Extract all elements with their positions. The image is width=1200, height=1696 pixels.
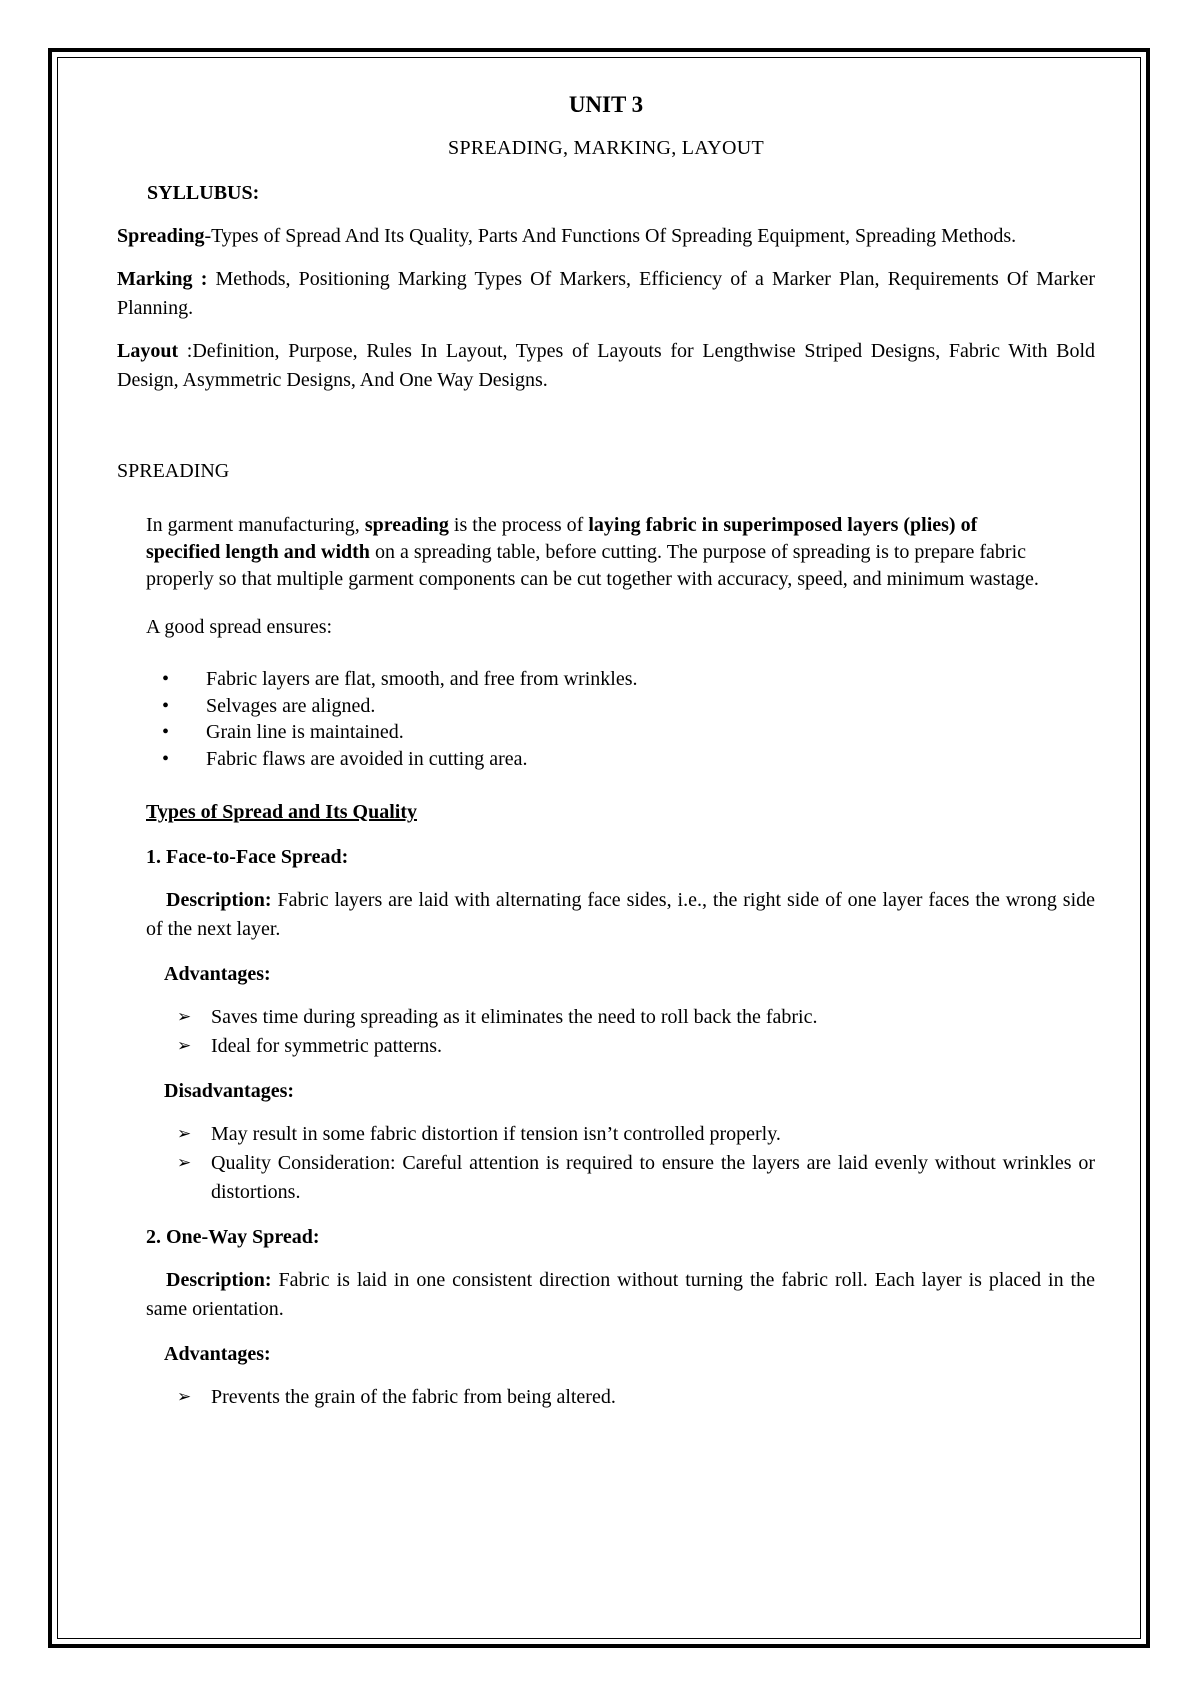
one-way-advantages-label: Advantages: [164, 1343, 271, 1365]
good-spread-list [117, 666, 1095, 772]
intro-bold: laying fabric in superimposed layers (plies) of specified length and width [146, 514, 978, 563]
list-item [162, 666, 1095, 693]
unit-subtitle: SPREADING, MARKING, LAYOUT [448, 137, 764, 159]
bullet-icon: • [162, 721, 170, 743]
description-text: Fabric is laid in one consistent direction without turning the fabric roll. Each layer is placed in the same orientation. [146, 1269, 1095, 1320]
list-item-text: Ideal for symmetric patterns. [211, 1035, 443, 1057]
bullet-icon: • [162, 747, 170, 770]
list-item [177, 1120, 1095, 1149]
unit-title: UNIT 3 [568, 92, 644, 117]
syllabus-term: Layout [117, 340, 179, 362]
list-item-text: May result in some fabric distortion if tension isn’t controlled properly. [211, 1123, 781, 1145]
list-item-text: Fabric flaws are avoided in cutting area. [206, 747, 528, 770]
face-to-face-title: 1. Face-to-Face Spread: [146, 846, 349, 868]
description-label: Description: [166, 889, 272, 911]
syllabus-layout [117, 337, 1095, 395]
description-label: Description: [166, 1269, 272, 1291]
syllabus-spreading [117, 222, 1095, 251]
spreading-intro [146, 512, 1046, 593]
list-item [177, 1032, 1095, 1061]
syllabus-text: :Definition, Purpose, Rules In Layout, Types of Layouts for Lengthwise Striped Designs, Fabric With Bold Design, Asymmetric Designs, And One Way Designs. [117, 340, 1095, 391]
one-way-advantages-list [117, 1383, 1095, 1412]
section-heading-spreading: SPREADING [117, 460, 230, 482]
arrow-bullet-icon: ➢ [177, 1124, 192, 1144]
arrow-bullet-icon: ➢ [177, 1036, 192, 1056]
syllabus-text: Methods, Positioning Marking Types Of Markers, Efficiency of a Marker Plan, Requirements Of Marker Planning. [117, 268, 1096, 319]
list-item [177, 1383, 1095, 1412]
types-heading: Types of Spread and Its Quality [146, 801, 417, 823]
syllabus-marking [117, 265, 1095, 323]
document-content [117, 86, 1095, 1412]
one-way-description [146, 1266, 1095, 1324]
list-item-text: Saves time during spreading as it eliminates the need to roll back the fabric. [211, 1006, 818, 1028]
list-item-text: Quality Consideration: Careful attention is required to ensure the layers are laid evenly without wrinkles or distortions. [211, 1152, 1095, 1203]
list-item [162, 693, 1095, 720]
arrow-bullet-icon: ➢ [177, 1153, 192, 1173]
list-item-text: Fabric layers are flat, smooth, and free from wrinkles. [206, 668, 638, 690]
description-text: Fabric layers are laid with alternating face sides, i.e., the right side of one layer faces the wrong side of the next layer. [146, 889, 1095, 940]
bullet-icon: • [162, 668, 170, 690]
bullet-icon: • [162, 694, 170, 717]
arrow-bullet-icon: ➢ [177, 1007, 192, 1027]
intro-text: is the process of [448, 514, 589, 536]
list-item [177, 1003, 1095, 1032]
list-item-text: Prevents the grain of the fabric from being altered. [211, 1386, 616, 1408]
list-item [162, 719, 1095, 746]
intro-text: In garment manufacturing, [146, 514, 365, 536]
intro-text: on a spreading table, before cutting. The purpose of spreading is to prepare fabric properly so that multiple garment components can be cut together with accuracy, speed, and minimum wastage. [146, 541, 1039, 590]
syllabus-term: Marking : [117, 268, 208, 290]
syllabus-label: SYLLUBUS: [147, 182, 260, 204]
one-way-title: 2. One-Way Spread: [146, 1226, 320, 1248]
list-item [162, 746, 1095, 773]
face-to-face-disadvantages-list [117, 1120, 1095, 1207]
face-to-face-advantages-label: Advantages: [164, 963, 271, 985]
arrow-bullet-icon: ➢ [177, 1387, 192, 1407]
syllabus-term: Spreading [117, 225, 205, 247]
list-item [177, 1149, 1095, 1207]
list-item-text: Grain line is maintained. [206, 721, 404, 743]
face-to-face-advantages-list [117, 1003, 1095, 1061]
face-to-face-description [146, 886, 1095, 944]
list-item-text: Selvages are aligned. [206, 694, 376, 717]
good-spread-label: A good spread ensures: [146, 616, 333, 638]
face-to-face-disadvantages-label: Disadvantages: [164, 1080, 295, 1102]
intro-bold: spreading [364, 514, 449, 536]
syllabus-text: -Types of Spread And Its Quality, Parts And Functions Of Spreading Equipment, Spreading Methods. [204, 225, 1017, 247]
